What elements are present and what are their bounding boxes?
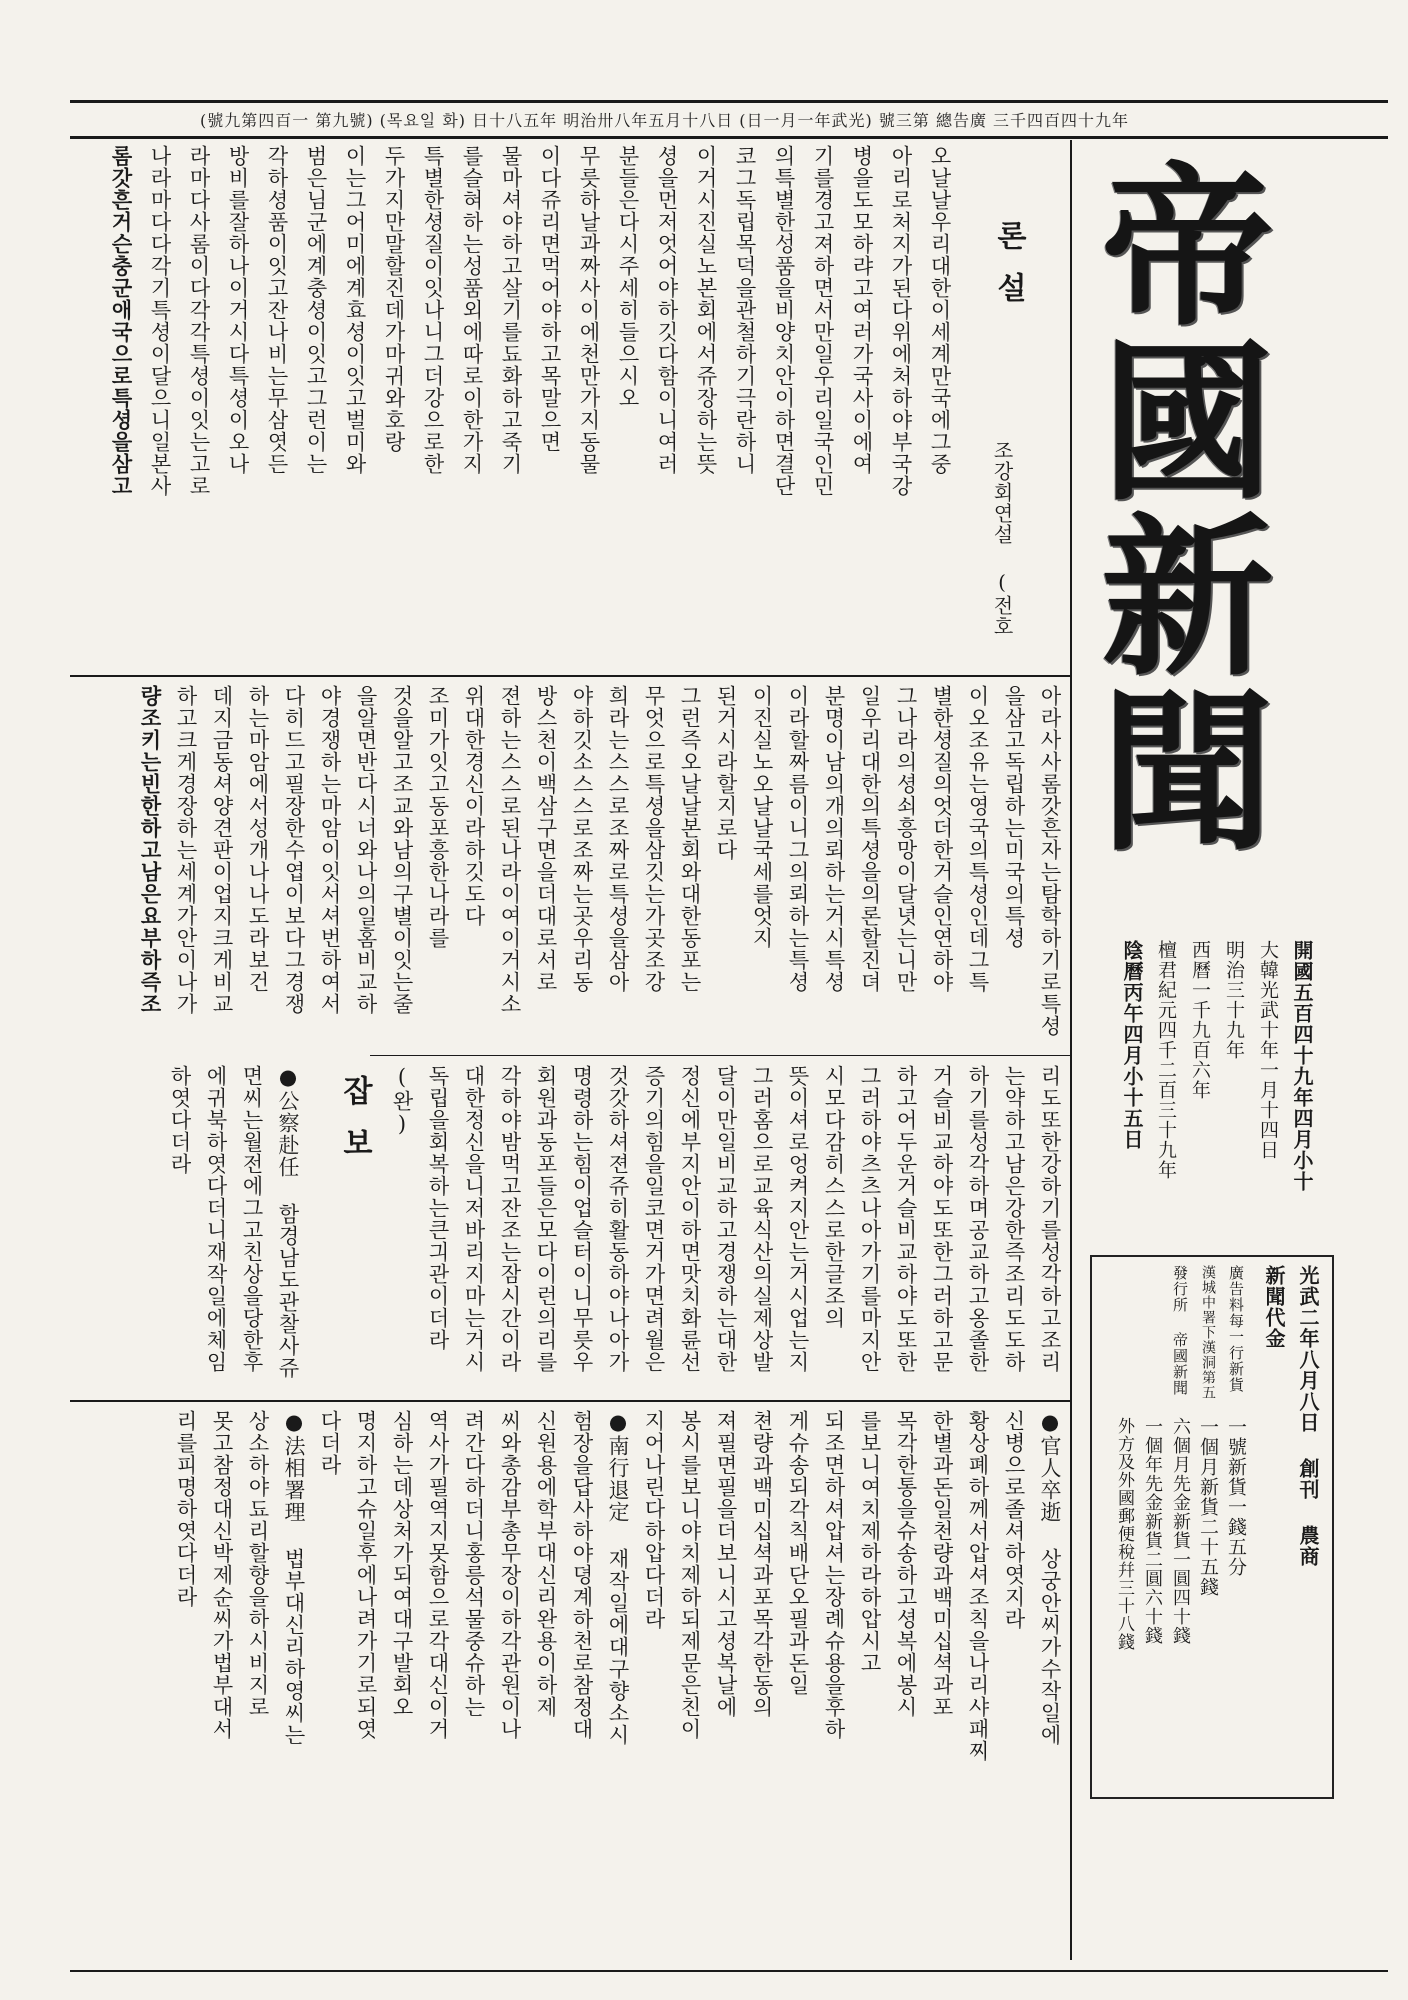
news-column: 목각한통을슈송하고셩복에봉시: [894, 1410, 918, 1718]
article-column: 야경쟁하는마암이잇서셔번하여서: [318, 685, 342, 1015]
editorial-column: 특별한셩질이잇나니그더강으로한: [421, 145, 445, 475]
article-column: 젼하는스스로된나라이여이거시소: [498, 685, 522, 1015]
article-column: 리도또한강하기를성각하고조리: [1038, 1065, 1062, 1373]
date-line: 陰曆丙午四月小十五日: [1120, 940, 1144, 1150]
article-column: 분명이남의개의뢰하는거시특셩: [822, 685, 846, 993]
editorial-column: 이는그어미에계효셩이잇고벌미와: [343, 145, 367, 475]
article-column: 그러하야츠츠나아가기를마지안: [858, 1065, 882, 1373]
date-line: 西曆一千九百六年: [1189, 940, 1211, 1100]
price-line: 六個月先金新貨一圓四十錢: [1170, 1417, 1191, 1645]
article-column: 된거시라할지로다: [714, 685, 738, 861]
date-line: 檀君紀元四千二百三十九年: [1155, 940, 1177, 1180]
news-column: 신원용에학부대신리완용이하제: [534, 1410, 558, 1718]
masthead-char: 國: [1101, 321, 1274, 524]
editorial-column: 분들은다시주세히들으시오: [616, 145, 640, 409]
news-column: 봉시를보니야치제하되제문은친이: [678, 1410, 702, 1740]
article-column: 각하야밤먹고잔조는잠시간이라: [498, 1065, 522, 1373]
article-column: 데지금동셔양견판이업지크게비교: [210, 685, 234, 1015]
article-column: 뜻이셔로엉켜지안는거시업는지: [786, 1065, 810, 1373]
editorial-column: 를슬혀하는성품외에따로이한가지: [460, 145, 484, 475]
issue-label: 光武二年八月八日 創刊 農商: [1296, 1265, 1320, 1567]
miscellany-column: 하엿다더라: [168, 1065, 192, 1175]
article-column: 하고어두운거슬비교하야도또한: [894, 1065, 918, 1373]
miscellany-column: ●公察赴任 함경남도관찰사쥬: [276, 1065, 300, 1379]
editorial-column: 롬갓흔거슨충군애국으로특셩을삼고: [109, 145, 134, 497]
article-column: 그러홈으로교육식산의실제상발: [750, 1065, 774, 1373]
editorial-column: 오날날우리대한이세계만국에그중: [928, 145, 952, 475]
article-column: (완): [390, 1065, 414, 1137]
masthead-char: 新: [1101, 496, 1274, 699]
editorial-column: 범은님군에계충셩이잇고그런이는: [304, 145, 328, 475]
news-column: 리를피명하엿다더라: [174, 1410, 198, 1608]
article-column: 다히드고필장한수엽이보다그경쟁: [282, 685, 306, 1015]
news-column: 못고참정대신박제순씨가법부대서: [210, 1410, 234, 1740]
news-column: 씨와총감부총무장이하각관원이나: [498, 1410, 522, 1740]
editorial-column: 병을도모하랴고여러가국사이에여: [850, 145, 874, 475]
bottom-rule: [70, 1970, 1388, 1972]
editorial-column: 두가지만말할진데가마귀와호랑: [382, 145, 406, 453]
article-column: 증기의힘을일코면거가면려월은: [642, 1065, 666, 1373]
editorial-heading: 론설: [991, 220, 1026, 324]
middle-article: [70, 685, 1070, 1390]
editorial-body: [80, 145, 960, 665]
article-column: 을알면반다시너와나의일홈비교하: [354, 685, 378, 1015]
article-column: 시모다감히스스로한글조의: [822, 1065, 846, 1329]
price-header: 新聞代金: [1262, 1265, 1286, 1349]
news-column: ●官人卒逝 상궁안씨가수작일에: [1038, 1410, 1062, 1746]
editorial-column: 방비를잘하나이거시다특셩이오나: [226, 145, 250, 475]
article-column: 대한정신을니저바리지마는거시: [462, 1065, 486, 1373]
miscellany-heading: 잡보: [337, 1075, 372, 1179]
article-column: 희라는스스로조짜로특셩을삼아: [606, 685, 630, 993]
news-column: 려간다하더니홍릉석물중슈하는: [462, 1410, 486, 1718]
news-column: 신병으로졸셔하엿지라: [1002, 1410, 1026, 1630]
news-column: 황상폐하께서압셔조칙을나리샤패찌: [966, 1410, 990, 1762]
article-column: 하는마암에서성개나나도라보건: [246, 685, 270, 993]
editorial-column: 나라마다다각기특셩이달으니일본사: [148, 145, 172, 497]
price-line: 漢城中署下漢洞第五: [1200, 1265, 1216, 1400]
news-column: 상소하야됴리할향을하시비지로: [246, 1410, 270, 1718]
news-column: 되조면하셔압셔는장례슈용을후하: [822, 1410, 846, 1740]
masthead-char: 帝: [1101, 146, 1274, 349]
news-column: ●南行退定 재작일에대구향소시: [606, 1410, 630, 1746]
price-line: 發行所 帝國新聞: [1171, 1265, 1189, 1396]
masthead-divider: [1070, 140, 1072, 1960]
inner-rule: [370, 1055, 1070, 1056]
article-column: 무엇으로특셩을삼깃는가곳조강: [642, 685, 666, 993]
price-line: 一個年先金新貨二圓六十錢: [1142, 1417, 1163, 1645]
date-line: 大韓光武十年一月十四日: [1257, 940, 1279, 1160]
price-line: 外方及外國郵便稅幷三十八錢: [1114, 1417, 1134, 1651]
article-column: 그런즉오날날본회와대한동포는: [678, 685, 702, 993]
editorial-column: 셩을먼저엇어야하깃다함이니여러: [655, 145, 679, 475]
article-column: 아라사사롬갓흔자는탐학하기로특셩: [1038, 685, 1062, 1037]
article-column: 것갓하셔젼쥬히활동하야나아가: [606, 1065, 630, 1373]
article-column: 이오조유는영국의특셩인데그특: [966, 685, 990, 993]
article-column: 하고크게경장하는세계가안이나가: [174, 685, 198, 1015]
price-line: 一號新貨一錢五分: [1225, 1417, 1247, 1577]
editorial-column: 이다쥬리면먹어야하고목말으면: [538, 145, 562, 453]
news-column: 져필면필을더보니시고셩복날에: [714, 1410, 738, 1718]
article-column: 명령하는힘이업슬터이니무릇우: [570, 1065, 594, 1373]
article-column: 이라할짜름이니그의뢰하는특셩: [786, 685, 810, 993]
bottom-news: [70, 1410, 1070, 1970]
news-column: 게슈송되각칙배단오필과돈일: [786, 1410, 810, 1696]
article-column: 방스천이백삼구면을더대로서로: [534, 685, 558, 993]
news-column: 역사가필역지못함으로각대신이거: [426, 1410, 450, 1740]
article-column: 달이만일비교하고경쟁하는대한: [714, 1065, 738, 1373]
editorial-column: 코그독립목덕을관철하기극란하니: [733, 145, 757, 475]
article-column: 위대한경신이라하깃도다: [462, 685, 486, 927]
masthead-char: 聞: [1101, 671, 1274, 874]
top-rule: [70, 100, 1388, 103]
date-line: 開國五百四十九年四月小十: [1290, 940, 1314, 1192]
editorial-column: 라마다사롬이다각각특셩이잇는고로: [187, 145, 211, 497]
issue-banner: (號九第四百一 第九號) (목요일 화) 日十八五年 明治卅八年五月十八日 (日一月一年武光) 號三第 總告廣 三千四百四十九年: [200, 111, 1130, 130]
article-column: 별한셩질의엇더한거슬인연하야: [930, 685, 954, 993]
news-column: 심하는데상처가되여대구발회오: [390, 1410, 414, 1718]
section-rule: [70, 1400, 1070, 1402]
news-column: 지어나린다하압다더라: [642, 1410, 666, 1630]
masthead-title: [1080, 146, 1295, 880]
article-column: 정신에부지안이하면맛치화륜선: [678, 1065, 702, 1373]
banner-rule: [70, 136, 1388, 139]
article-column: 일우리대한의특셩을의론할진뎌: [858, 685, 882, 993]
editorial-subhead: 조강회연설 (전호: [990, 440, 1014, 637]
article-column: 거슬비교하야도또한그러하고문: [930, 1065, 954, 1373]
date-line: 明治三十九年: [1223, 940, 1245, 1060]
article-column: 을삼고독립하는미국의특셩: [1002, 685, 1026, 949]
price-line: 一個月新貨二十五錢: [1197, 1417, 1219, 1597]
section-rule: [70, 675, 1070, 677]
news-column: ●法相署理 법부대신리하영씨는: [282, 1410, 306, 1746]
date-block: [1100, 940, 1320, 1210]
article-column: 회원과동포들은모다이런의리를: [534, 1065, 558, 1373]
article-column: 조미가잇고동포흥한나라를: [426, 685, 450, 949]
article-column: 그나라의셩쇠흥망이달녓는니만: [894, 685, 918, 993]
news-column: 를보니여치제하라하압시고: [858, 1410, 882, 1674]
article-column: 량조키는빈한하고남은요부하즉조: [138, 685, 163, 1015]
miscellany-column: 면씨는월전에그고친상을당한후: [240, 1065, 264, 1373]
newspaper-page: [70, 100, 1388, 1980]
editorial-column: 각하셩품이잇고잔나비는무삼엿든: [265, 145, 289, 475]
news-column: 한별과돈일천량과백미십셕과포: [930, 1410, 954, 1718]
editorial-column: 무릇하날과짜사이에천만가지동물: [577, 145, 601, 475]
editorial-column: 의특별한성품을비양치안이하면결단: [772, 145, 796, 497]
article-column: 는약하고남은강한즉조리도도하: [1002, 1065, 1026, 1373]
editorial-column: 아리로처지가된다위에처하야부국강: [889, 145, 913, 497]
price-line: 廣告料每一行新貨: [1227, 1265, 1245, 1393]
news-column: 험장을답사하야뎡계하천로참정대: [570, 1410, 594, 1740]
article-column: 독립을회복하는큰긔관이더라: [426, 1065, 450, 1351]
issue-price-box: [1090, 1255, 1334, 1799]
article-column: 야하깃소스스로조짜는곳우리동: [570, 685, 594, 993]
article-column: 이진실노오날날국세를엇지: [750, 685, 774, 949]
editorial-column: 이거시진실노본회에서쥬장하는뜻: [694, 145, 718, 475]
news-column: 명지하고슈일후에나려가기로되엿: [354, 1410, 378, 1740]
news-column: 쳔량과백미십셕과포목각한동의: [750, 1410, 774, 1718]
news-column: 다더라: [318, 1410, 342, 1476]
article-column: 것을알고조교와남의구별이잇는줄: [390, 685, 414, 1015]
editorial-column: 기를경고져하면서만일우리일국인민: [811, 145, 835, 497]
article-column: 하기를성각하며공교하고옹졸한: [966, 1065, 990, 1373]
editorial-column: 물마셔야하고살기를됴화하고죽기: [499, 145, 523, 475]
miscellany-column: 에귀북하엿다더니재작일에체임: [204, 1065, 228, 1373]
